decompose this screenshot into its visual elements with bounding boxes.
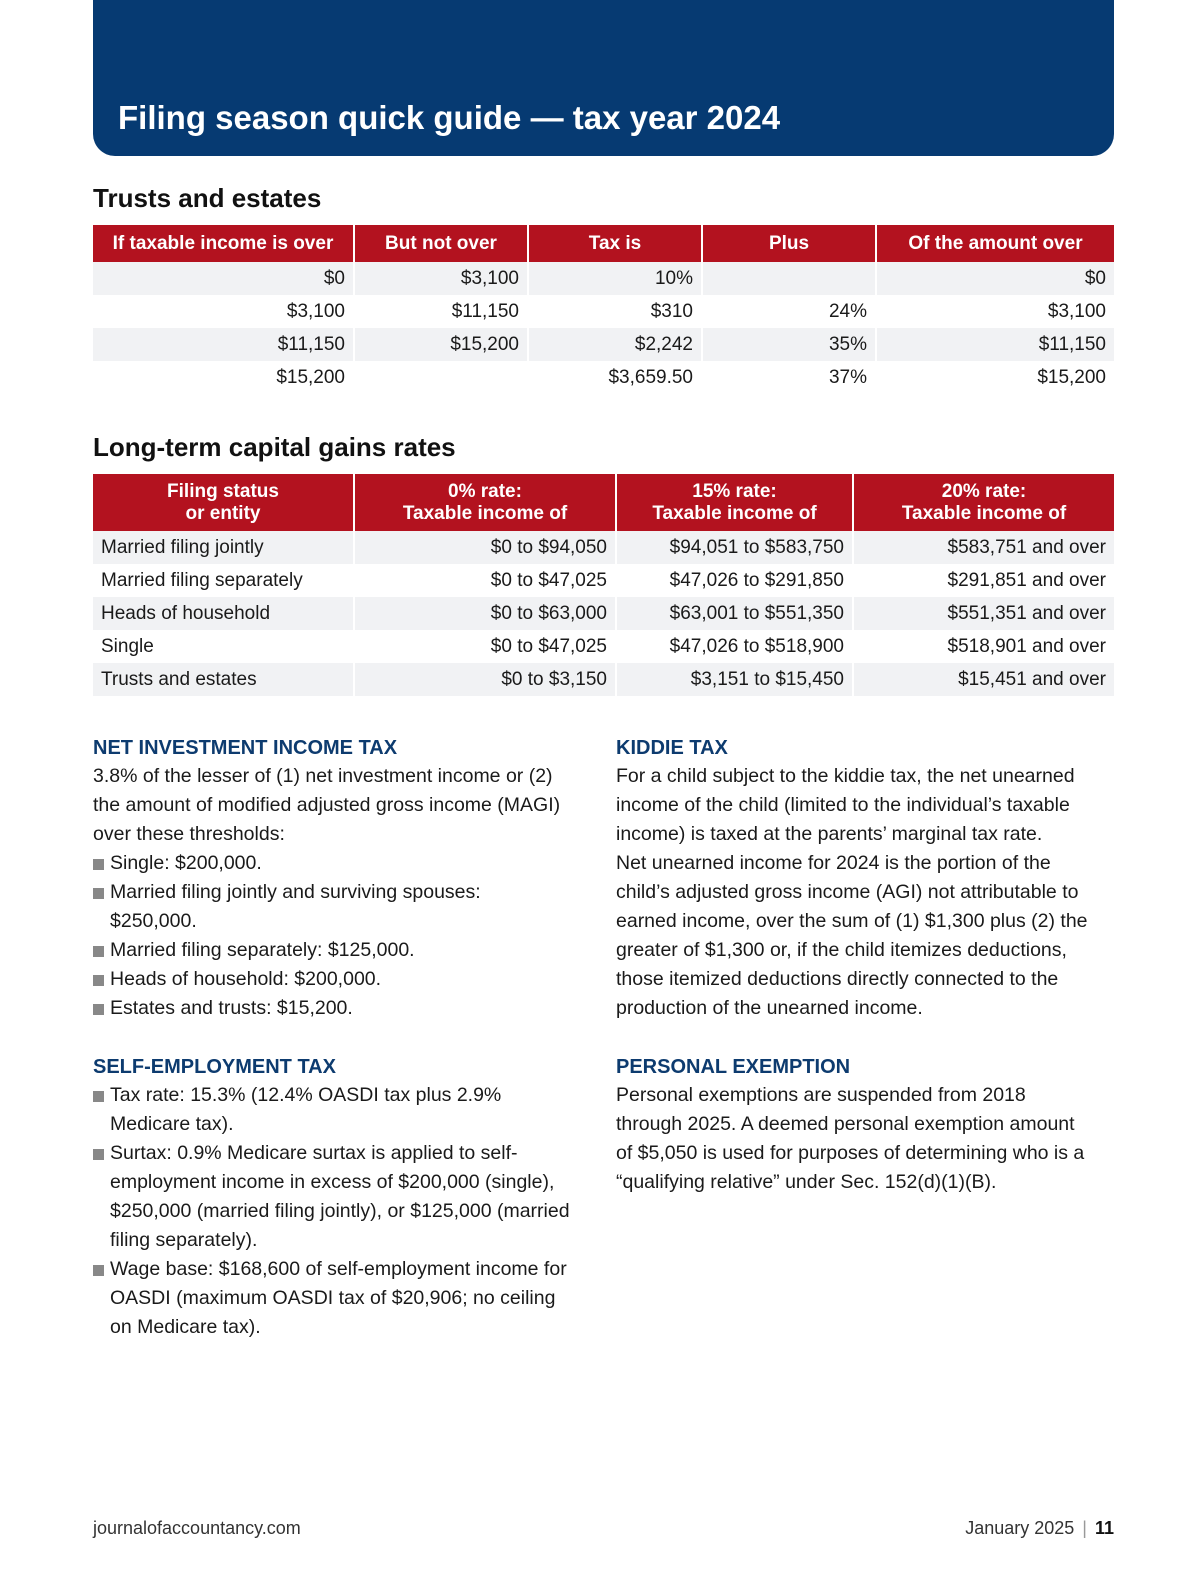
text-line: Medicare tax). xyxy=(110,1113,234,1135)
list-item xyxy=(93,936,593,965)
trusts-section-title: Trusts and estates xyxy=(93,183,322,213)
column-header xyxy=(354,474,616,531)
text-line: $250,000 (married filing jointly), or $125,000 (married xyxy=(110,1200,570,1222)
table-cell: $3,100 xyxy=(354,262,528,295)
table-cell: $3,659.50 xyxy=(528,361,702,394)
text-line: Estates and trusts: $15,200. xyxy=(110,997,353,1019)
bullet-square-icon xyxy=(93,1265,104,1276)
table-cell: $310 xyxy=(528,295,702,328)
list-item xyxy=(93,1081,593,1139)
text-line: Wage base: $168,600 of self-employment income for xyxy=(110,1258,567,1280)
column-header-line: Filing status xyxy=(167,480,279,502)
filing-status-cell: Single xyxy=(93,630,354,663)
column-header-line: or entity xyxy=(185,502,261,524)
table-cell: $2,242 xyxy=(528,328,702,361)
table-row xyxy=(93,630,1114,663)
bullet-square-icon xyxy=(93,946,104,957)
filing-status-cell: Married filing separately xyxy=(93,564,354,597)
column-header xyxy=(93,474,354,531)
table-row xyxy=(93,295,1114,328)
text-line: the amount of modified adjusted gross income (MAGI) xyxy=(93,794,561,816)
text-line: Personal exemptions are suspended from 2018 xyxy=(616,1084,1026,1106)
text-line: “qualifying relative” under Sec. 152(d)(1)(B). xyxy=(616,1171,997,1193)
self-employment-heading: SELF-EMPLOYMENT TAX xyxy=(93,1056,336,1078)
table-cell: $94,051 to $583,750 xyxy=(616,531,853,564)
niit-bullet-list xyxy=(93,849,593,1023)
bullet-square-icon xyxy=(93,859,104,870)
niit-intro xyxy=(93,762,593,849)
footer-date: January 2025 xyxy=(965,1518,1075,1538)
column-header xyxy=(853,474,1114,531)
text-line: For a child subject to the kiddie tax, the net unearned xyxy=(616,765,1075,787)
personal-exemption-section xyxy=(616,1053,1116,1197)
header-banner xyxy=(93,0,1114,156)
table-cell: 37% xyxy=(702,361,876,394)
column-header-line: Taxable income of xyxy=(402,502,568,524)
table-cell: 24% xyxy=(702,295,876,328)
bullet-square-icon xyxy=(93,888,104,899)
table-cell: $15,200 xyxy=(876,361,1114,394)
table-row xyxy=(93,328,1114,361)
text-line: employment income in excess of $200,000 (single), xyxy=(110,1171,555,1193)
table-row xyxy=(93,564,1114,597)
text-line: those itemized deductions directly connected to the xyxy=(616,968,1059,990)
column-header xyxy=(616,474,853,531)
footer-site: journalofaccountancy.com xyxy=(93,1518,301,1538)
table-cell: $63,001 to $551,350 xyxy=(616,597,853,630)
page-number: 11 xyxy=(1094,1518,1114,1538)
column-header-line: 0% rate: xyxy=(448,480,522,502)
column-header: But not over xyxy=(354,225,528,262)
text-line: Tax rate: 15.3% (12.4% OASDI tax plus 2.9% xyxy=(110,1084,502,1106)
footer-separator: | xyxy=(1082,1518,1087,1538)
text-line: child’s adjusted gross income (AGI) not attributable to xyxy=(616,881,1079,903)
text-line: income of the child (limited to the individual’s taxable xyxy=(616,794,1070,816)
text-line: income) is taxed at the parents’ marginal tax rate. xyxy=(616,823,1043,845)
capital-gains-table xyxy=(93,474,1114,696)
text-line: earned income, over the sum of (1) $1,300 plus (2) the xyxy=(616,910,1088,932)
filing-status-cell: Trusts and estates xyxy=(93,663,354,696)
table-cell: $11,150 xyxy=(93,328,354,361)
table-header-row xyxy=(93,474,1114,531)
list-item xyxy=(93,878,593,936)
table-cell: $0 to $63,000 xyxy=(354,597,616,630)
table-cell: $0 xyxy=(93,262,354,295)
text-line: Net unearned income for 2024 is the portion of the xyxy=(616,852,1051,874)
table-cell: $3,151 to $15,450 xyxy=(616,663,853,696)
table-row xyxy=(93,361,1114,394)
table-cell: $47,026 to $291,850 xyxy=(616,564,853,597)
text-line: on Medicare tax). xyxy=(110,1316,261,1338)
table-cell: $518,901 and over xyxy=(853,630,1114,663)
table-cell: $15,451 and over xyxy=(853,663,1114,696)
list-item xyxy=(93,1255,593,1342)
kiddie-text xyxy=(616,762,1116,1023)
personal-exemption-text xyxy=(616,1081,1116,1197)
text-line: through 2025. A deemed personal exemption amount xyxy=(616,1113,1075,1135)
list-item xyxy=(93,849,593,878)
table-cell: $0 to $3,150 xyxy=(354,663,616,696)
column-header-line: 15% rate: xyxy=(692,480,777,502)
table-cell: $15,200 xyxy=(93,361,354,394)
table-cell: $11,150 xyxy=(876,328,1114,361)
table-cell: $11,150 xyxy=(354,295,528,328)
bullet-square-icon xyxy=(93,1004,104,1015)
personal-exemption-heading: PERSONAL EXEMPTION xyxy=(616,1056,851,1078)
table-cell: $0 xyxy=(876,262,1114,295)
footer-meta xyxy=(965,1518,1114,1539)
text-line: Single: $200,000. xyxy=(110,852,262,874)
table-cell xyxy=(702,262,876,295)
self-employment-bullet-list xyxy=(93,1081,593,1342)
column-header: If taxable income is over xyxy=(93,225,354,262)
text-line: 3.8% of the lesser of (1) net investment income or (2) xyxy=(93,765,553,787)
table-cell: $47,026 to $518,900 xyxy=(616,630,853,663)
text-line: greater of $1,300 or, if the child itemizes deductions, xyxy=(616,939,1067,961)
table-cell: 35% xyxy=(702,328,876,361)
text-line: Surtax: 0.9% Medicare surtax is applied to self- xyxy=(110,1142,518,1164)
table-row xyxy=(93,597,1114,630)
bullet-square-icon xyxy=(93,1149,104,1160)
table-cell: $291,851 and over xyxy=(853,564,1114,597)
text-line: production of the unearned income. xyxy=(616,997,923,1019)
text-line: OASDI (maximum OASDI tax of $20,906; no ceiling xyxy=(110,1287,556,1309)
list-item xyxy=(93,1139,593,1255)
column-header: Plus xyxy=(702,225,876,262)
text-line: Married filing separately: $125,000. xyxy=(110,939,415,961)
filing-status-cell: Married filing jointly xyxy=(93,531,354,564)
column-header-line: Taxable income of xyxy=(901,502,1067,524)
column-header-line: Taxable income of xyxy=(652,502,817,524)
table-cell: $0 to $47,025 xyxy=(354,564,616,597)
text-line: filing separately). xyxy=(110,1229,258,1251)
bullet-square-icon xyxy=(93,975,104,986)
niit-section xyxy=(93,734,593,1023)
table-cell: $0 to $94,050 xyxy=(354,531,616,564)
text-line: Married filing jointly and surviving spouses: xyxy=(110,881,481,903)
table-cell: $583,751 and over xyxy=(853,531,1114,564)
kiddie-section xyxy=(616,734,1116,1023)
table-cell xyxy=(354,361,528,394)
table-cell: $3,100 xyxy=(876,295,1114,328)
table-header-row xyxy=(93,225,1114,262)
text-line: of $5,050 is used for purposes of determining who is a xyxy=(616,1142,1085,1164)
text-line: $250,000. xyxy=(110,910,197,932)
list-item xyxy=(93,994,593,1023)
column-header: Of the amount over xyxy=(876,225,1114,262)
table-row xyxy=(93,262,1114,295)
text-line: Heads of household: $200,000. xyxy=(110,968,382,990)
table-cell: $3,100 xyxy=(93,295,354,328)
self-employment-section xyxy=(93,1053,593,1342)
trusts-table xyxy=(93,225,1114,394)
column-header: Tax is xyxy=(528,225,702,262)
page-title: Filing season quick guide — tax year 2024 xyxy=(118,99,781,136)
table-row xyxy=(93,663,1114,696)
table-cell: 10% xyxy=(528,262,702,295)
filing-status-cell: Heads of household xyxy=(93,597,354,630)
table-cell: $15,200 xyxy=(354,328,528,361)
list-item xyxy=(93,965,593,994)
bullet-square-icon xyxy=(93,1091,104,1102)
niit-heading: NET INVESTMENT INCOME TAX xyxy=(93,737,398,759)
table-cell: $0 to $47,025 xyxy=(354,630,616,663)
table-cell: $551,351 and over xyxy=(853,597,1114,630)
text-line: over these thresholds: xyxy=(93,823,285,845)
kiddie-heading: KIDDIE TAX xyxy=(616,737,728,759)
capital-gains-section-title: Long-term capital gains rates xyxy=(93,432,456,462)
table-row xyxy=(93,531,1114,564)
column-header-line: 20% rate: xyxy=(941,480,1027,502)
